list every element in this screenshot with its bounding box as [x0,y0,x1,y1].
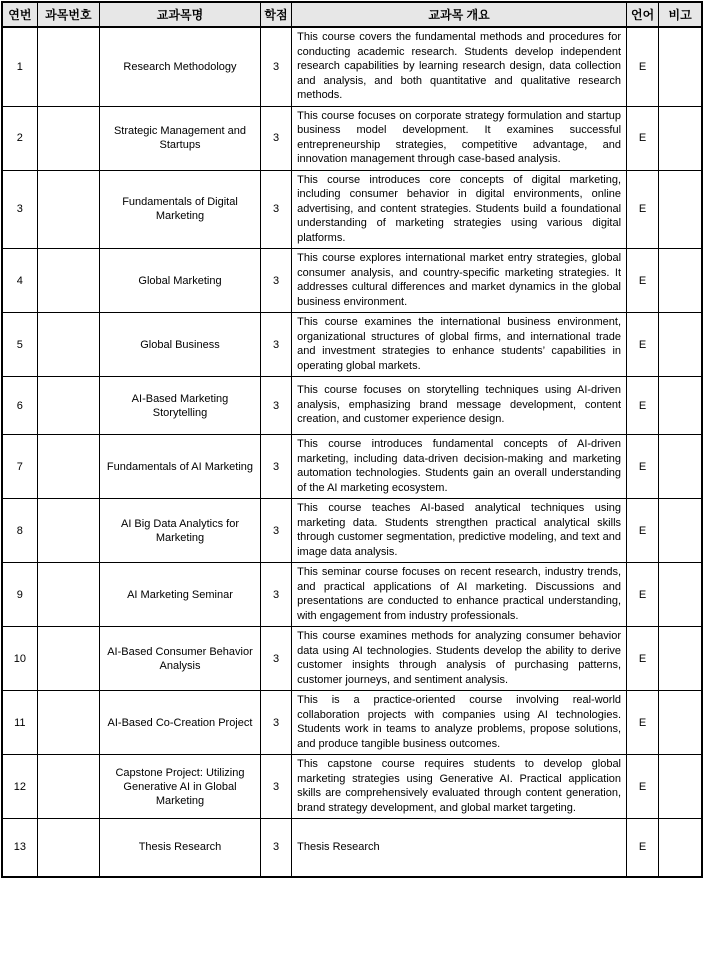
course-name-cell: AI Big Data Analytics for Marketing [100,499,261,563]
language-cell: E [627,377,659,435]
course-overview-cell: This capstone course requires students to develop global marketing strategies using Generative AI. Practical application skills are comprehensively evaluated through content generation, brand strategy development, and global market targeting. [292,755,627,819]
table-body [2,27,702,877]
header-no: 연번 [2,2,37,27]
note-cell [659,563,702,627]
table-header-row [2,2,702,27]
table-row [2,435,702,499]
credits-cell: 3 [260,691,291,755]
course-overview-cell: This course explores international market entry strategies, global consumer analysis, and country-specific marketing strategies. It addresses cultural differences and market dynamics in the global business environment. [292,249,627,313]
credits-cell: 3 [260,27,291,106]
language-cell: E [627,170,659,249]
row-number-cell: 6 [2,377,37,435]
course-code-cell [37,435,99,499]
course-name-cell: Strategic Management and Startups [100,106,261,170]
course-name-cell: Global Marketing [100,249,261,313]
course-overview-cell: This course introduces core concepts of digital marketing, including consumer behavior in digital environments, online advertising, and content strategies. Students build a foundational understanding of marketing strategies using various digital platforms. [292,170,627,249]
row-number-cell: 3 [2,170,37,249]
row-number-cell: 12 [2,755,37,819]
credits-cell: 3 [260,499,291,563]
course-name-cell: Research Methodology [100,27,261,106]
course-name-cell: AI-Based Co-Creation Project [100,691,261,755]
course-overview-cell: Thesis Research [292,819,627,877]
note-cell [659,27,702,106]
credits-cell: 3 [260,755,291,819]
note-cell [659,755,702,819]
course-overview-cell: This course introduces fundamental concepts of AI-driven marketing, including data-driven decision-making and marketing automation technologies. Students gain an overall understanding of the AI marketing ecosystem. [292,435,627,499]
course-code-cell [37,627,99,691]
credits-cell: 3 [260,819,291,877]
row-number-cell: 4 [2,249,37,313]
header-course-name: 교과목명 [100,2,261,27]
table-row [2,499,702,563]
table-row [2,819,702,877]
note-cell [659,377,702,435]
table-row [2,627,702,691]
language-cell: E [627,691,659,755]
note-cell [659,691,702,755]
credits-cell: 3 [260,435,291,499]
course-code-cell [37,563,99,627]
note-cell [659,313,702,377]
language-cell: E [627,27,659,106]
language-cell: E [627,755,659,819]
credits-cell: 3 [260,249,291,313]
course-name-cell: AI Marketing Seminar [100,563,261,627]
table-row [2,170,702,249]
table-row [2,377,702,435]
header-credits: 학점 [260,2,291,27]
course-code-cell [37,499,99,563]
course-overview-cell: This course teaches AI-based analytical techniques using marketing data. Students strengthen practical analytical skills through customer segmentation, predictive modeling, and text and image data analysis. [292,499,627,563]
table-row [2,249,702,313]
course-name-cell: Fundamentals of AI Marketing [100,435,261,499]
course-name-cell: AI-Based Marketing Storytelling [100,377,261,435]
course-code-cell [37,691,99,755]
course-code-cell [37,313,99,377]
row-number-cell: 1 [2,27,37,106]
row-number-cell: 13 [2,819,37,877]
language-cell: E [627,435,659,499]
note-cell [659,106,702,170]
row-number-cell: 7 [2,435,37,499]
row-number-cell: 2 [2,106,37,170]
course-name-cell: Capstone Project: Utilizing Generative AI in Global Marketing [100,755,261,819]
note-cell [659,435,702,499]
row-number-cell: 5 [2,313,37,377]
row-number-cell: 8 [2,499,37,563]
course-name-cell: AI-Based Consumer Behavior Analysis [100,627,261,691]
credits-cell: 3 [260,170,291,249]
course-overview-cell: This is a practice-oriented course involving real-world collaboration projects with companies using AI technologies. Students work in teams to analyze problems, propose solutions, and produce tangible business outcomes. [292,691,627,755]
header-overview: 교과목 개요 [292,2,627,27]
language-cell: E [627,627,659,691]
table-row [2,691,702,755]
course-code-cell [37,249,99,313]
course-name-cell: Global Business [100,313,261,377]
credits-cell: 3 [260,563,291,627]
course-code-cell [37,27,99,106]
row-number-cell: 11 [2,691,37,755]
row-number-cell: 9 [2,563,37,627]
course-overview-cell: This course focuses on storytelling techniques using AI-driven analysis, emphasizing brand message development, content creation, and customer experience design. [292,377,627,435]
note-cell [659,819,702,877]
language-cell: E [627,563,659,627]
course-overview-cell: This course examines the international business environment, organizational structures of global firms, and international trade and investment strategies to enhance students’ capabilities in operating global markets. [292,313,627,377]
note-cell [659,170,702,249]
course-overview-table [1,1,703,878]
language-cell: E [627,106,659,170]
language-cell: E [627,249,659,313]
credits-cell: 3 [260,106,291,170]
row-number-cell: 10 [2,627,37,691]
course-overview-cell: This course focuses on corporate strategy formulation and startup business model development. It examines successful entrepreneurship strategies, competitive advantage, and innovation management through case-based analysis. [292,106,627,170]
table-row [2,563,702,627]
header-note: 비고 [659,2,702,27]
table-row [2,27,702,106]
header-course-code: 과목번호 [37,2,99,27]
course-overview-cell: This seminar course focuses on recent research, industry trends, and practical applications of AI marketing. Discussions and presentations are conducted to enhance practical understanding, with engagement from industry professionals. [292,563,627,627]
credits-cell: 3 [260,313,291,377]
course-code-cell [37,106,99,170]
note-cell [659,499,702,563]
table-row [2,106,702,170]
course-code-cell [37,170,99,249]
credits-cell: 3 [260,377,291,435]
language-cell: E [627,313,659,377]
language-cell: E [627,819,659,877]
table-row [2,313,702,377]
note-cell [659,627,702,691]
note-cell [659,249,702,313]
header-language: 언어 [627,2,659,27]
credits-cell: 3 [260,627,291,691]
course-name-cell: Fundamentals of Digital Marketing [100,170,261,249]
course-name-cell: Thesis Research [100,819,261,877]
course-code-cell [37,819,99,877]
language-cell: E [627,499,659,563]
course-code-cell [37,755,99,819]
table-row [2,755,702,819]
course-code-cell [37,377,99,435]
course-overview-cell: This course covers the fundamental methods and procedures for conducting academic research. Students develop independent research capabilities by learning research design, data collection and analysis, and both quantitative and qualitative research methods. [292,27,627,106]
course-overview-cell: This course examines methods for analyzing consumer behavior data using AI technologies. Students develop the ability to derive customer insights through analysis of purchasing patterns, customer journeys, and sentiment analysis. [292,627,627,691]
